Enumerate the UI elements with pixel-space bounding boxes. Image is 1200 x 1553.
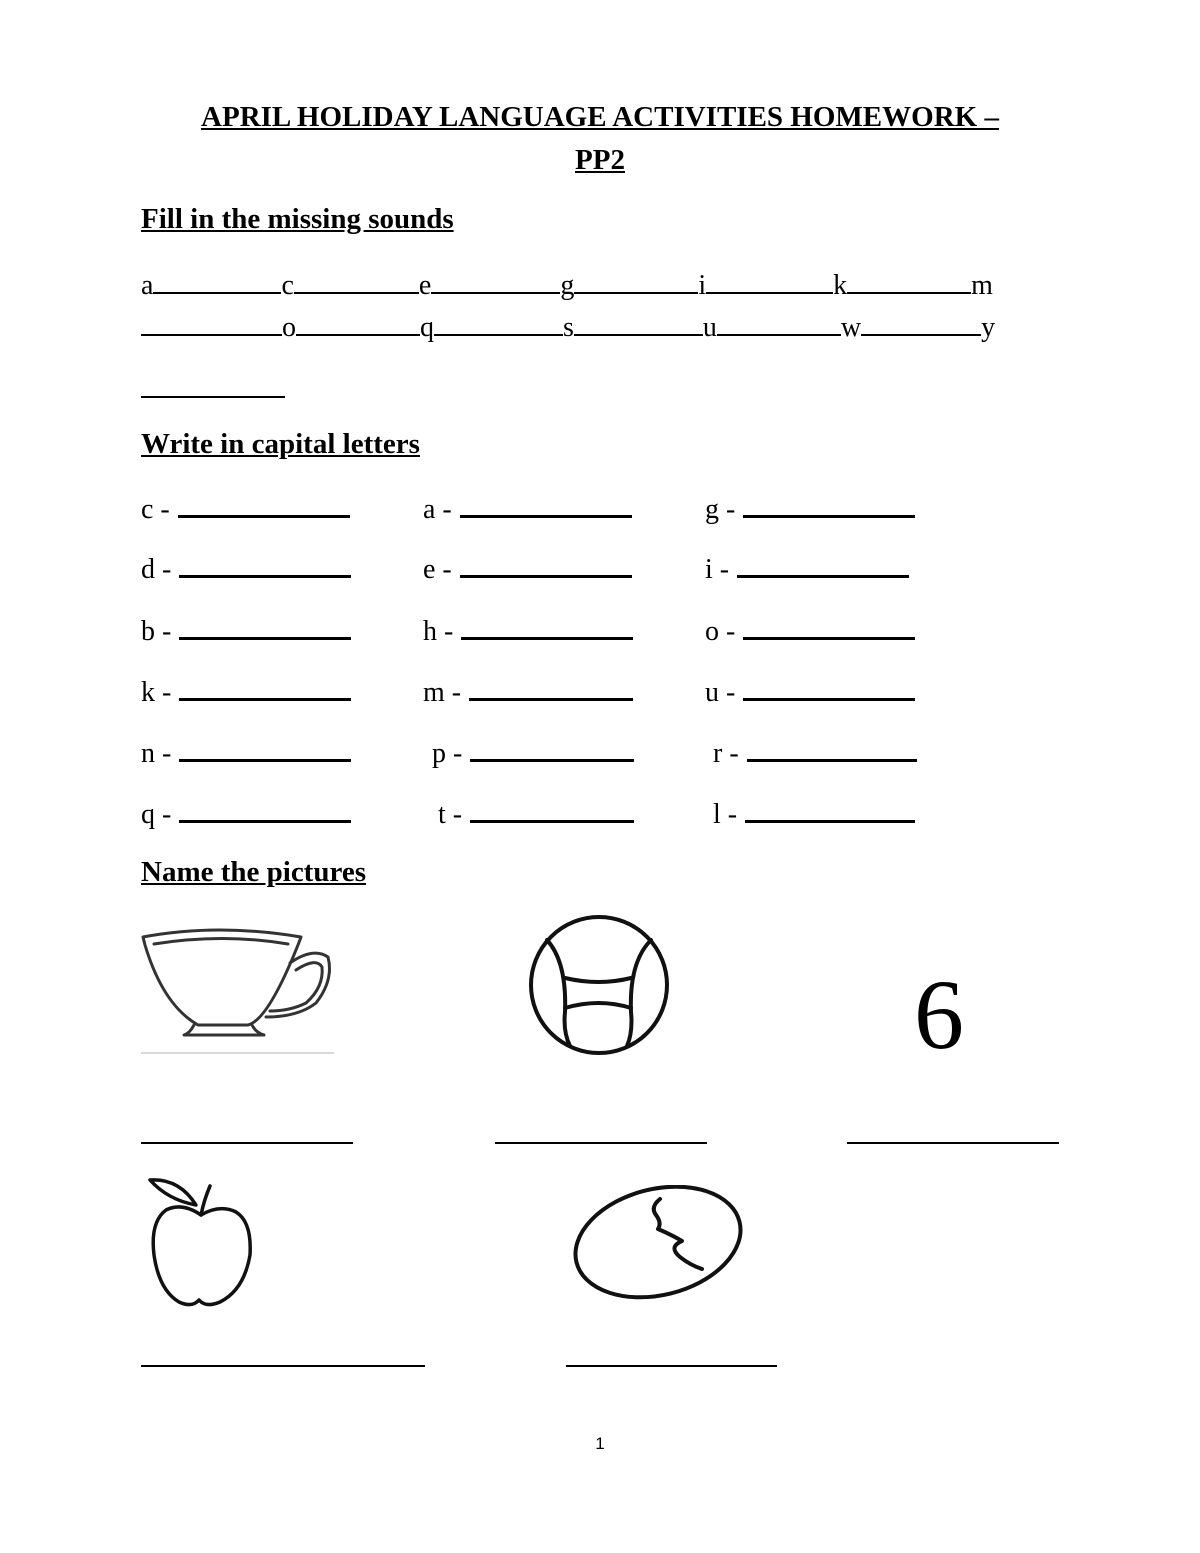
- fill-blank[interactable]: [861, 308, 981, 336]
- sound-sequence-row2: [141, 308, 995, 342]
- capital-item-label: n -: [141, 738, 172, 769]
- capital-answer-line[interactable]: [179, 796, 351, 823]
- sequence-letter: a: [141, 270, 154, 301]
- capital-item-label: o -: [705, 616, 736, 647]
- page-title-line2: PP2: [575, 144, 625, 176]
- capital-item-label: d -: [141, 554, 172, 585]
- capital-item-label: r -: [713, 738, 739, 769]
- capital-item-label: q -: [141, 799, 172, 830]
- fill-blank[interactable]: [141, 396, 285, 398]
- sequence-letter: i: [698, 270, 707, 301]
- capital-answer-line[interactable]: [179, 674, 351, 701]
- capital-item: [713, 735, 917, 771]
- number-six-picture: 6: [914, 959, 964, 1070]
- capital-answer-line[interactable]: [179, 735, 351, 762]
- sequence-letter: u: [702, 312, 717, 343]
- capital-item: [705, 613, 915, 649]
- capital-item-label: l -: [713, 799, 738, 830]
- fill-blank[interactable]: [431, 266, 560, 294]
- sequence-letter: w: [840, 312, 862, 343]
- fill-blank[interactable]: [153, 266, 281, 294]
- fill-blank[interactable]: [847, 266, 971, 294]
- capital-item-label: c -: [141, 494, 170, 525]
- picture-answer-line[interactable]: [495, 1142, 707, 1144]
- page-title-line1: APRIL HOLIDAY LANGUAGE ACTIVITIES HOMEWORK –: [201, 101, 999, 133]
- capital-answer-line[interactable]: [461, 613, 633, 640]
- capital-item: [141, 796, 351, 832]
- capital-answer-line[interactable]: [745, 796, 915, 823]
- capital-item-label: h -: [423, 616, 454, 647]
- ball-icon: [525, 912, 673, 1058]
- section-heading-name-pictures: Name the pictures: [141, 856, 366, 888]
- capital-answer-line[interactable]: [460, 491, 632, 518]
- capital-item: [141, 491, 350, 527]
- capital-item: [423, 674, 633, 710]
- cup-icon: [138, 925, 338, 1057]
- capital-item: [705, 551, 909, 587]
- sequence-letter: m: [971, 270, 993, 301]
- capital-item: [713, 796, 915, 832]
- capital-item-label: k -: [141, 677, 172, 708]
- fill-blank[interactable]: [574, 266, 698, 294]
- capital-item: [705, 674, 915, 710]
- capital-answer-line[interactable]: [470, 735, 634, 762]
- fill-blank[interactable]: [294, 266, 419, 294]
- capital-item: [141, 551, 351, 587]
- picture-answer-line[interactable]: [141, 1365, 425, 1367]
- capital-answer-line[interactable]: [469, 674, 633, 701]
- capital-item: [432, 735, 634, 771]
- fill-blank[interactable]: [706, 266, 833, 294]
- fill-blank[interactable]: [574, 308, 703, 336]
- capital-item-label: u -: [705, 677, 736, 708]
- capital-item-label: p -: [432, 738, 463, 769]
- capital-item: [438, 796, 634, 832]
- capital-item: [141, 674, 351, 710]
- capital-item: [705, 491, 915, 527]
- picture-answer-line[interactable]: [566, 1365, 777, 1367]
- capital-answer-line[interactable]: [743, 491, 915, 518]
- capital-answer-line[interactable]: [737, 551, 909, 578]
- capital-item: [423, 613, 633, 649]
- sequence-letter: e: [418, 270, 432, 301]
- sequence-letter: c: [281, 270, 294, 301]
- capital-answer-line[interactable]: [460, 551, 632, 578]
- apple-icon: [144, 1170, 259, 1312]
- capital-answer-line[interactable]: [178, 491, 350, 518]
- fill-blank[interactable]: [296, 308, 420, 336]
- capital-item-label: a -: [423, 494, 452, 525]
- capital-answer-line[interactable]: [470, 796, 634, 823]
- capital-answer-line[interactable]: [747, 735, 917, 762]
- capital-item-label: i -: [705, 554, 730, 585]
- picture-answer-line[interactable]: [141, 1142, 353, 1144]
- capital-item-label: g -: [705, 494, 736, 525]
- sequence-letter: q: [420, 312, 434, 343]
- capital-item: [141, 735, 351, 771]
- rugby-ball-icon: [572, 1185, 744, 1300]
- sequence-letter: g: [560, 270, 575, 301]
- capital-answer-line[interactable]: [179, 613, 351, 640]
- capital-answer-line[interactable]: [179, 551, 351, 578]
- fill-blank[interactable]: [141, 308, 282, 336]
- capital-answer-line[interactable]: [743, 613, 915, 640]
- capital-item-label: b -: [141, 616, 172, 647]
- section-heading-capital-letters: Write in capital letters: [141, 428, 420, 460]
- page-number: 1: [595, 1434, 605, 1453]
- capital-item-label: e -: [423, 554, 452, 585]
- capital-item: [423, 491, 632, 527]
- fill-blank[interactable]: [717, 308, 841, 336]
- capital-item: [141, 613, 351, 649]
- capital-item-label: t -: [438, 799, 463, 830]
- sequence-letter: y: [981, 312, 996, 343]
- capital-item-label: m -: [423, 677, 462, 708]
- sequence-letter: o: [282, 312, 296, 343]
- sequence-letter: s: [563, 312, 574, 343]
- fill-blank[interactable]: [434, 308, 563, 336]
- capital-item: [423, 551, 632, 587]
- picture-answer-line[interactable]: [847, 1142, 1059, 1144]
- sequence-letter: k: [833, 270, 848, 301]
- section-heading-missing-sounds: Fill in the missing sounds: [141, 203, 454, 235]
- capital-answer-line[interactable]: [743, 674, 915, 701]
- sound-sequence-row1: [141, 266, 993, 300]
